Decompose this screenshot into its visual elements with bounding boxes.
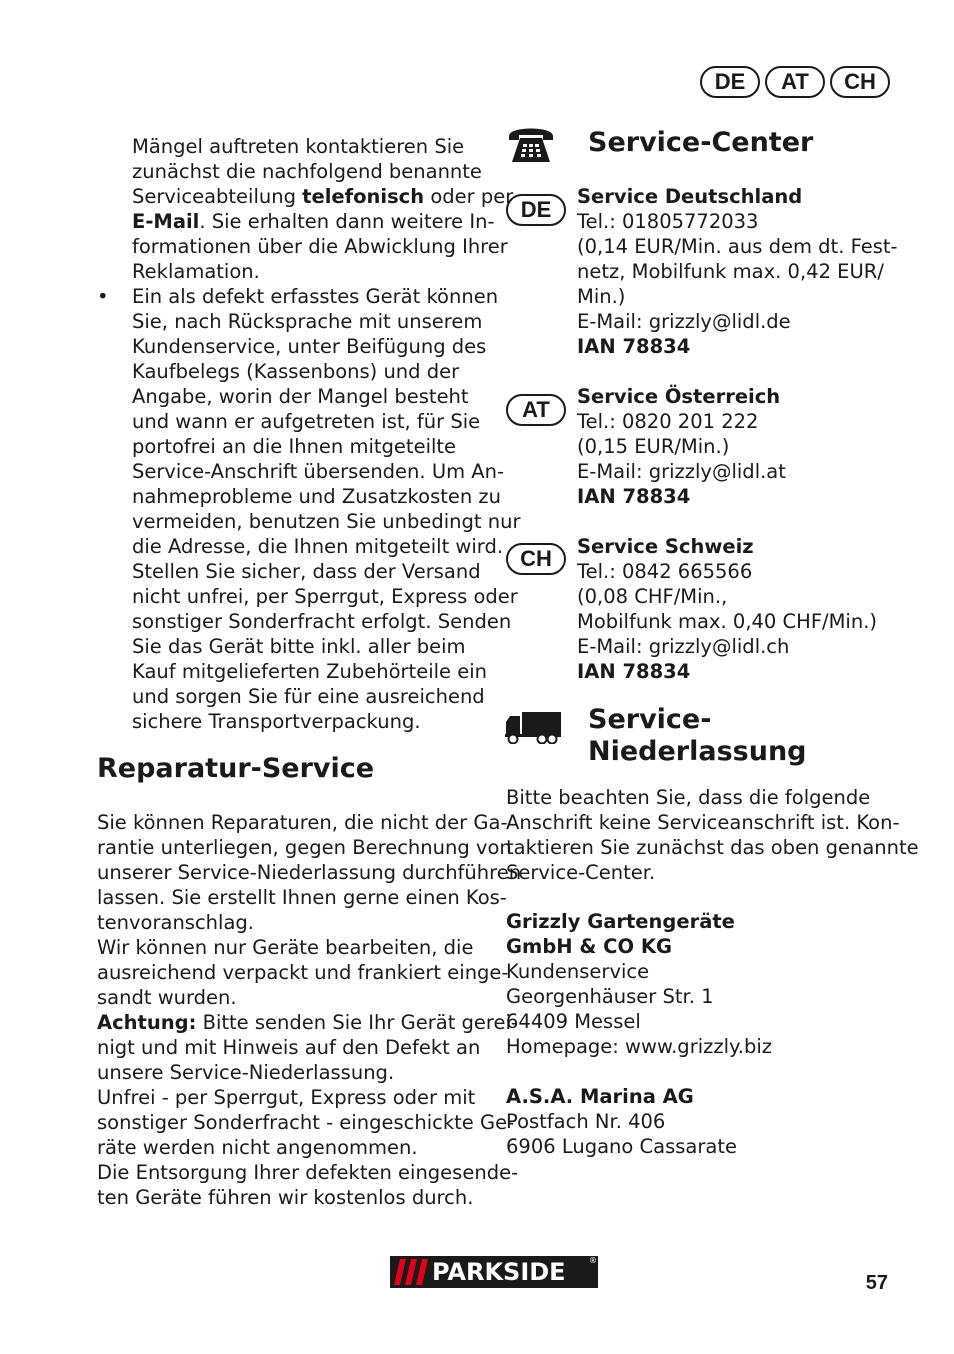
text-line: ten Geräte führen wir kostenlos durch. — [97, 1186, 474, 1209]
text-line: Stellen Sie sicher, dass der Versand — [132, 560, 481, 583]
repair-service-paragraph — [97, 810, 521, 1210]
ian-number: IAN 78834 — [577, 335, 691, 358]
service-branch-heading — [588, 704, 807, 768]
address-grizzly — [506, 909, 772, 1059]
text-line: und wann er aufgetreten ist, für Sie — [132, 410, 481, 433]
service-badge-ch: CH — [506, 543, 566, 575]
text-line: zunächst die nachfolgend benannte — [132, 160, 482, 183]
text-line: Ein als defekt erfasstes Gerät können — [132, 285, 499, 308]
bullet-paragraph — [132, 284, 520, 734]
text-line: Kaufbelegs (Kassenbons) und der — [132, 360, 460, 383]
text-line: nigt und mit Hinweis auf den Defekt an — [97, 1036, 481, 1059]
text-line: Postfach Nr. 406 — [506, 1110, 666, 1133]
registered-mark: ® — [589, 1256, 597, 1265]
text-line: Angabe, worin der Mangel besteht — [132, 385, 469, 408]
badge-de: DE — [700, 66, 760, 98]
text-line: nicht unfrei, per Sperrgut, Express oder — [132, 585, 518, 608]
truck-icon — [504, 710, 562, 744]
text-line: und sorgen Sie für eine ausreichend — [132, 685, 485, 708]
text-line: unsere Service-Niederlassung. — [97, 1061, 395, 1084]
service-at-block — [577, 384, 786, 509]
text-line: nahmeprobleme und Zusatzkosten zu — [132, 485, 502, 508]
ian-number: IAN 78834 — [577, 485, 691, 508]
service-center-heading: Service-Center — [588, 127, 814, 158]
text-line: portofrei an die Ihnen mitgeteilte — [132, 435, 457, 458]
text-line: unserer Service-Niederlassung durchführen — [97, 861, 522, 884]
text-line: E-Mail: grizzly@lidl.ch — [577, 635, 790, 658]
badge-ch: CH — [830, 66, 890, 98]
continuation-paragraph — [132, 134, 513, 284]
text-line: Mängel auftreten kontaktieren Sie — [132, 135, 465, 158]
branch-intro-paragraph — [506, 785, 919, 885]
service-title: Service Schweiz — [577, 535, 754, 558]
address-asa-marina — [506, 1084, 737, 1159]
service-badge-at: AT — [506, 394, 566, 426]
text-line: rantie unterliegen, gegen Berechnung von — [97, 836, 512, 859]
text-line: vermeiden, benutzen Sie unbedingt nur — [132, 510, 521, 533]
emphasis-achtung: Achtung: — [97, 1011, 197, 1034]
logo-stripes-icon — [394, 1259, 430, 1285]
text-line: (0,08 CHF/Min., — [577, 585, 728, 608]
text-line: Mobilfunk max. 0,40 CHF/Min.) — [577, 610, 878, 633]
text-line: taktieren Sie zunächst das oben genannte — [506, 836, 919, 859]
service-de-block — [577, 184, 898, 359]
text-line: sonstiger Sonderfracht erfolgt. Senden — [132, 610, 512, 633]
repair-service-heading: Reparatur-Service — [97, 753, 375, 784]
service-ch-block — [577, 534, 877, 684]
emphasis-telefonisch: telefonisch — [302, 185, 425, 208]
text-line: Achtung: Bitte senden Sie Ihr Gerät gerei- — [97, 1011, 518, 1034]
text-line: Tel.: 0820 201 222 — [577, 410, 759, 433]
parkside-logo — [390, 1256, 598, 1288]
text-line: Bitte beachten Sie, dass die folgende — [506, 786, 871, 809]
text-line: Wir können nur Geräte bearbeiten, die — [97, 936, 474, 959]
telephone-icon — [506, 122, 556, 166]
text-line: Kundenservice — [506, 960, 650, 983]
text-line: Sie, nach Rücksprache mit unserem — [132, 310, 483, 333]
address-name: A.S.A. Marina AG — [506, 1085, 694, 1108]
service-title: Service Deutschland — [577, 185, 803, 208]
text-line: Kauf mitgelieferten Zubehörteile ein — [132, 660, 488, 683]
text-line: formationen über die Abwicklung Ihrer — [132, 235, 508, 258]
text-line: Service-Center. — [506, 861, 656, 884]
address-name: Grizzly Gartengeräte — [506, 910, 735, 933]
text-line: Homepage: www.grizzly.biz — [506, 1035, 773, 1058]
text-line: lassen. Sie erstellt Ihnen gerne einen Kos- — [97, 886, 507, 909]
service-title: Service Österreich — [577, 385, 781, 408]
text-line: (0,14 EUR/Min. aus dem dt. Fest- — [577, 235, 898, 258]
text-line: Die Entsorgung Ihrer defekten eingesende- — [97, 1161, 519, 1184]
heading-line: Service- — [588, 704, 712, 735]
text-line: ausreichend verpackt und frankiert einge- — [97, 961, 509, 984]
page-number: 57 — [865, 1272, 888, 1294]
text-line: räte werden nicht angenommen. — [97, 1136, 418, 1159]
emphasis-email: E-Mail — [132, 210, 200, 233]
text-line: sichere Transportverpackung. — [132, 710, 421, 733]
text-line: netz, Mobilfunk max. 0,42 EUR/ — [577, 260, 884, 283]
text-line: E-Mail: grizzly@lidl.at — [577, 460, 786, 483]
text-line: Sie das Gerät bitte inkl. aller beim — [132, 635, 466, 658]
text-line: Kundenservice, unter Beifügung des — [132, 335, 487, 358]
bullet-point: • — [97, 285, 109, 308]
badge-at: AT — [765, 66, 825, 98]
address-name: GmbH & CO KG — [506, 935, 672, 958]
ian-number: IAN 78834 — [577, 660, 691, 683]
text-line: (0,15 EUR/Min.) — [577, 435, 730, 458]
text-line: Tel.: 01805772033 — [577, 210, 759, 233]
text-line: 6906 Lugano Cassarate — [506, 1135, 737, 1158]
service-badge-de: DE — [506, 194, 566, 226]
text-line: Service-Anschrift übersenden. Um An- — [132, 460, 505, 483]
text-line: sandt wurden. — [97, 986, 237, 1009]
text-line: E-Mail: grizzly@lidl.de — [577, 310, 791, 333]
text-line: Anschrift keine Serviceanschrift ist. Kon- — [506, 811, 900, 834]
text-line: tenvoranschlag. — [97, 911, 254, 934]
text-line: 64409 Messel — [506, 1010, 641, 1033]
text-line: E-Mail. Sie erhalten dann weitere In- — [132, 210, 495, 233]
text-line: Unfrei - per Sperrgut, Express oder mit — [97, 1086, 476, 1109]
text-line: Min.) — [577, 285, 626, 308]
text-line: Sie können Reparaturen, die nicht der Ga- — [97, 811, 508, 834]
heading-line: Niederlassung — [588, 736, 807, 767]
text-line: Reklamation. — [132, 260, 260, 283]
text-line: Georgenhäuser Str. 1 — [506, 985, 714, 1008]
text-line: die Adresse, die Ihnen mitgeteilt wird. — [132, 535, 504, 558]
text-line: Tel.: 0842 665566 — [577, 560, 753, 583]
logo-text: PARKSIDE — [432, 1258, 566, 1286]
text-line: sonstiger Sonderfracht - eingeschickte Ge- — [97, 1111, 515, 1134]
text-line: Serviceabteilung telefonisch oder per — [132, 185, 514, 208]
